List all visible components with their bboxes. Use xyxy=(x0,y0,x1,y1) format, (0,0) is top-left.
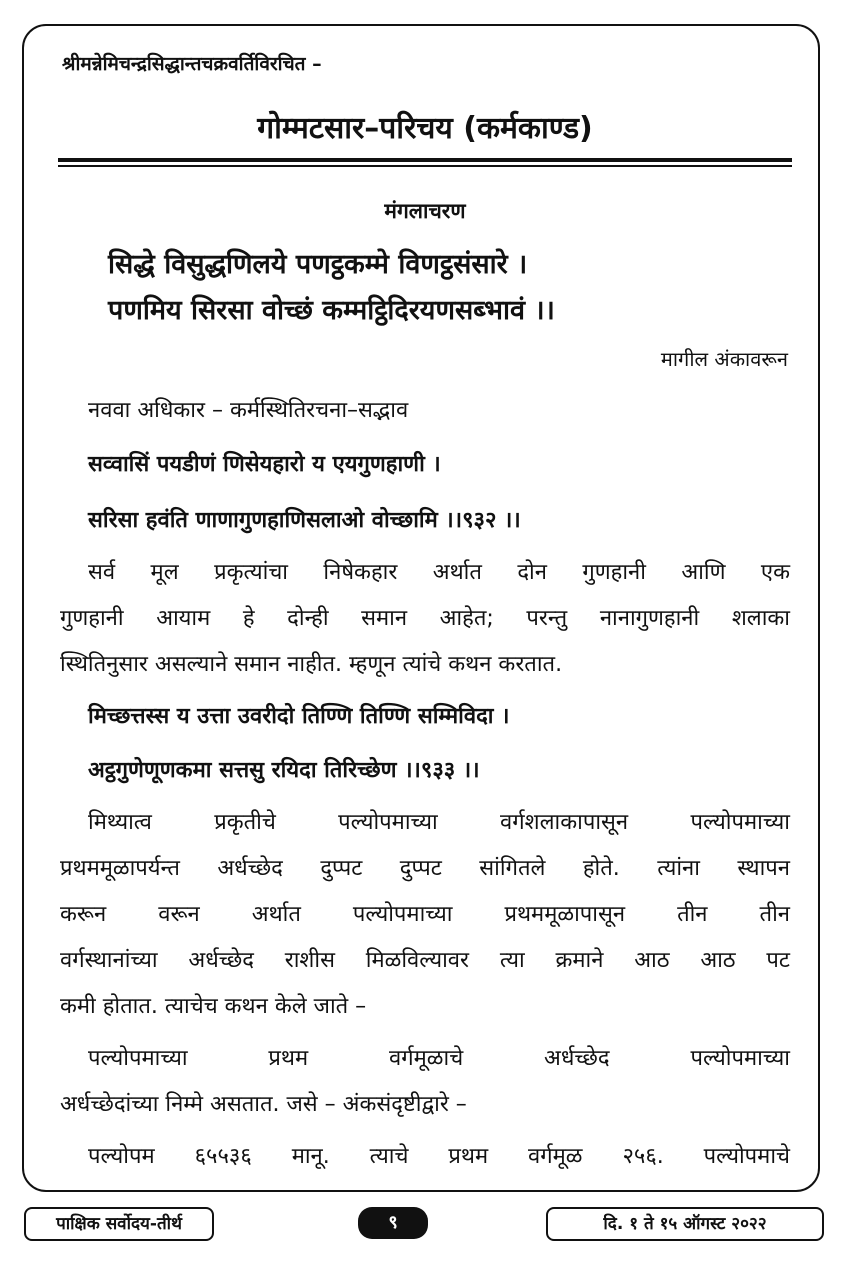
gatha-933-line-2: अट्ठगुणेणूणकमा सत्तसु रयिदा तिरिच्छेण ।।९३३ ।। xyxy=(88,758,480,783)
paragraph-3-line-2: अर्धच्छेदांच्या निम्मे असतात. जसे – अंकसंदृष्टीद्वारे – xyxy=(60,1092,467,1117)
paragraph-1-line-1: सर्व मूल प्रकृत्यांचा निषेकहार अर्थात दोन गुणहानी आणि एक xyxy=(88,560,790,585)
gatha-933-line-1: मिच्छत्तस्स य उत्ता उवरीदो तिण्णि तिण्णि सम्मिविदा । xyxy=(88,704,510,729)
mangalacharan-heading: मंगलाचरण xyxy=(384,199,466,223)
paragraph-2-line-4: वर्गस्थानांच्या अर्धच्छेद राशीस मिळविल्यावर त्या क्रमाने आठ आठ पट xyxy=(60,948,790,973)
paragraph-4-line-1: पल्योपम ६५५३६ मानू. त्याचे प्रथम वर्गमूळ २५६. पल्योपमाचे xyxy=(88,1144,790,1169)
paragraph-2-line-2: प्रथममूळापर्यन्त अर्धच्छेद दुप्पट दुप्पट सांगितले होते. त्यांना स्थापन xyxy=(60,856,790,881)
title-divider-thick xyxy=(58,158,792,162)
invocation-verse-line-2: पणमिय सिरसा वोच्छं कम्मट्ठिदिरयणसब्भावं ।। xyxy=(108,295,555,326)
title-divider-thin xyxy=(58,165,792,167)
paragraph-1-line-2: गुणहानी आयाम हे दोन्ही समान आहेत; परन्तु नानागुणहानी शलाका xyxy=(60,606,790,631)
magazine-name: पाक्षिक सर्वोदय-तीर्थ xyxy=(24,1207,214,1241)
issue-date: दि. १ ते १५ ऑगस्ट २०२२ xyxy=(546,1207,824,1241)
paragraph-2-line-3: करून वरून अर्थात पल्योपमाच्या प्रथममूळापासून तीन तीन xyxy=(60,902,790,927)
page-number: ९ xyxy=(358,1207,428,1239)
continued-note: मागील अंकावरून xyxy=(660,347,788,371)
page-title: गोम्मटसार–परिचय (कर्मकाण्ड) xyxy=(257,111,593,146)
paragraph-1-line-3: स्थितिनुसार असल्याने समान नाहीत. म्हणून त्यांचे कथन करतात. xyxy=(60,652,563,677)
paragraph-2-line-5: कमी होतात. त्याचेच कथन केले जाते – xyxy=(60,994,367,1019)
chapter-heading: नववा अधिकार – कर्मस्थितिरचना–सद्भाव xyxy=(88,398,409,423)
paragraph-2-line-1: मिथ्यात्व प्रकृतीचे पल्योपमाच्या वर्गशलाकापासून पल्योपमाच्या xyxy=(88,810,790,835)
invocation-verse-line-1: सिद्धे विसुद्धणिलये पणट्ठकम्मे विणट्ठसंसारे । xyxy=(108,249,528,280)
series-attribution: श्रीमन्नेमिचन्द्रसिद्धान्तचक्रवर्तिविरचित – xyxy=(62,53,322,75)
gatha-932-line-2: सरिसा हवंति णाणागुणहाणिसलाओ वोच्छामि ।।९३२ ।। xyxy=(88,508,521,533)
gatha-932-line-1: सव्वासिं पयडीणं णिसेयहारो य एयगुणहाणी । xyxy=(88,452,441,477)
paragraph-3-line-1: पल्योपमाच्या प्रथम वर्गमूळाचे अर्धच्छेद पल्योपमाच्या xyxy=(88,1046,790,1071)
